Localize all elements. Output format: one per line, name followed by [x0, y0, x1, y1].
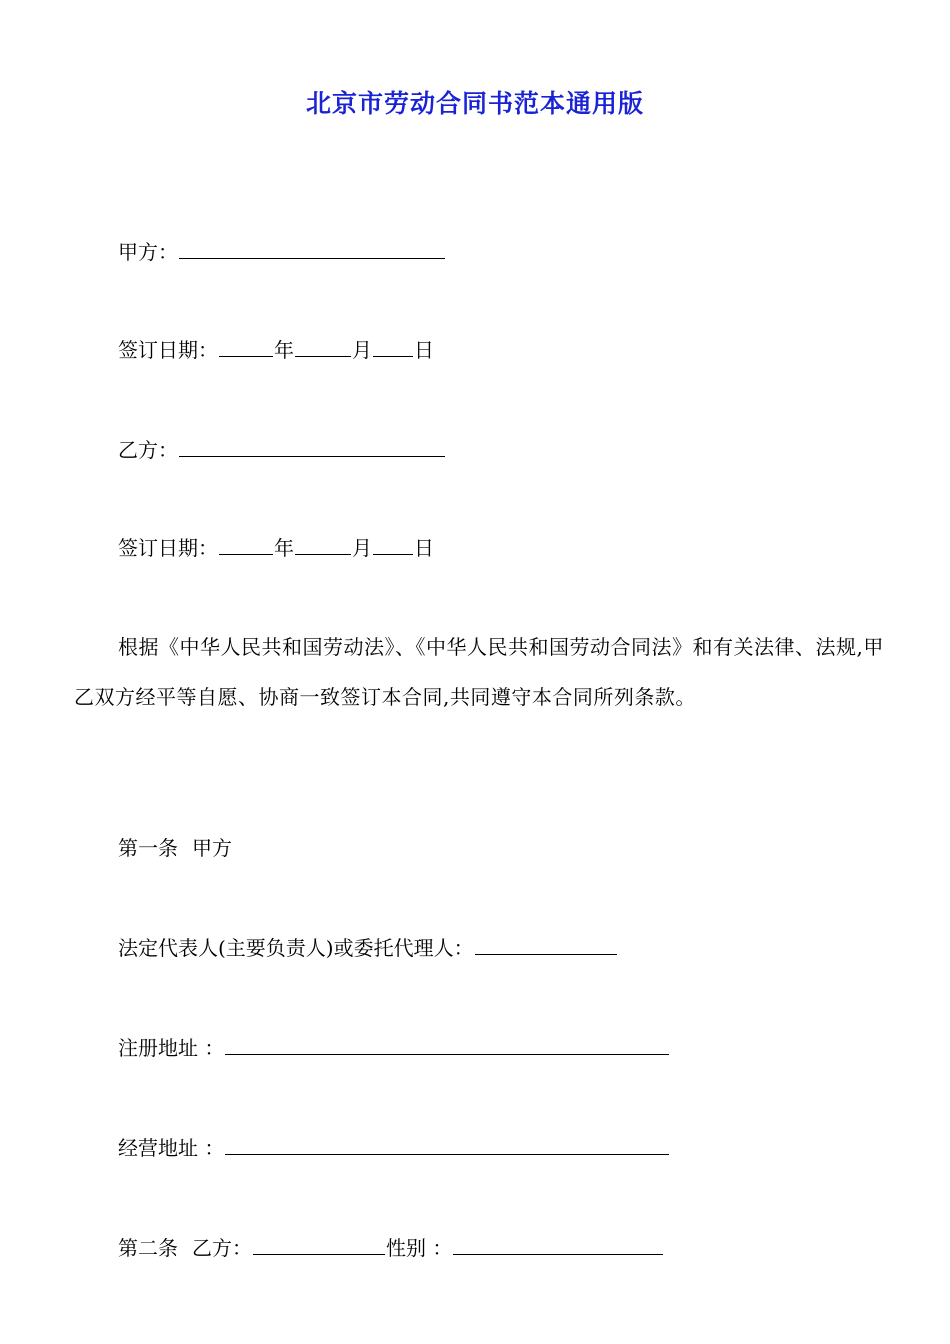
sign-date-line-a	[118, 336, 434, 364]
article1-party: 甲方	[192, 836, 232, 860]
year-label: 年	[274, 338, 294, 362]
legal-rep-line	[118, 934, 618, 962]
gender-label: 性别 ：	[386, 1236, 453, 1260]
biz-address-line	[118, 1134, 670, 1162]
biz-address-label: 经营地址 ：	[118, 1136, 225, 1160]
party-a-label: 甲方：	[118, 240, 178, 264]
gender-blank[interactable]	[453, 1234, 663, 1255]
day-blank[interactable]	[373, 534, 413, 555]
article1-line	[118, 834, 232, 862]
sign-date-label: 签订日期：	[118, 536, 218, 560]
party-a-blank[interactable]	[179, 238, 445, 259]
day-label: 日	[414, 338, 434, 362]
reg-address-blank[interactable]	[225, 1034, 669, 1055]
month-blank[interactable]	[295, 534, 351, 555]
article1-heading: 第一条	[118, 836, 178, 860]
month-label: 月	[352, 338, 372, 362]
year-blank[interactable]	[219, 534, 273, 555]
party-b-label: 乙方：	[118, 438, 178, 462]
party-b-name-blank[interactable]	[253, 1234, 385, 1255]
biz-address-blank[interactable]	[225, 1134, 669, 1155]
year-label: 年	[274, 536, 294, 560]
reg-address-label: 注册地址 ：	[118, 1036, 225, 1060]
month-label: 月	[352, 536, 372, 560]
document-title: 北京市劳动合同书范本通用版	[305, 89, 644, 118]
article2-line	[118, 1234, 664, 1262]
day-blank[interactable]	[373, 336, 413, 357]
year-blank[interactable]	[219, 336, 273, 357]
party-b-blank[interactable]	[179, 436, 445, 457]
legal-rep-label: 法定代表人(主要负责人)或委托代理人：	[118, 936, 474, 960]
legal-rep-blank[interactable]	[475, 934, 617, 955]
month-blank[interactable]	[295, 336, 351, 357]
article2-party: 乙方：	[192, 1236, 252, 1260]
party-a-line	[118, 238, 446, 266]
party-b-line	[118, 436, 446, 464]
reg-address-line	[118, 1034, 670, 1062]
day-label: 日	[414, 536, 434, 560]
article2-heading: 第二条	[118, 1236, 178, 1260]
sign-date-label: 签订日期：	[118, 338, 218, 362]
sign-date-line-b	[118, 534, 434, 562]
intro-paragraph: 根据《中华人民共和国劳动法》、《中华人民共和国劳动合同法》和有关法律、法规,甲乙双方经平等自愿、协商一致签订本合同,共同遵守本合同所列条款。	[74, 635, 884, 709]
